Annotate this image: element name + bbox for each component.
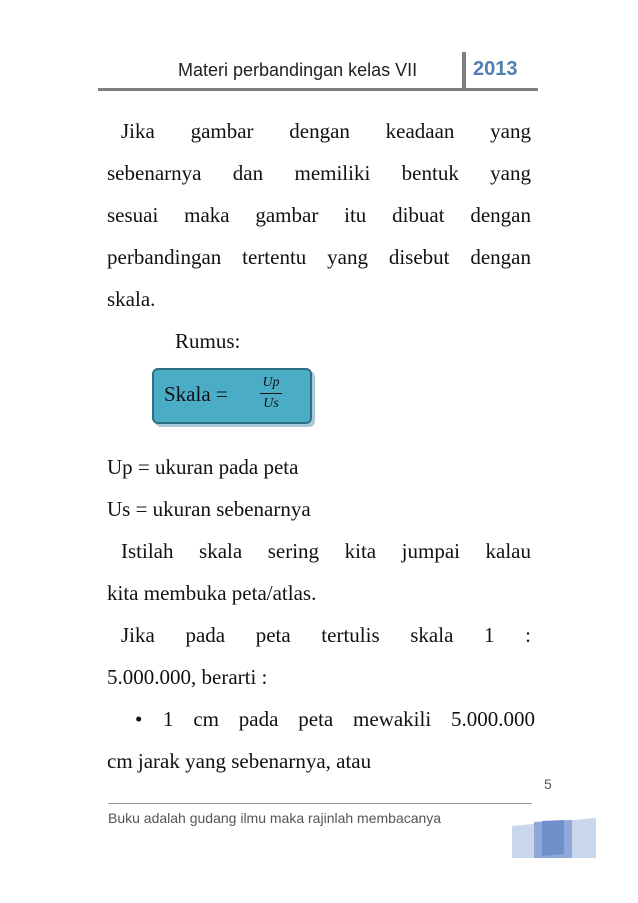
text-line: 1 cm pada peta mewakili 5.000.000: [163, 707, 535, 731]
text-line: Istilah skala sering kita jumpai kalau: [121, 539, 531, 563]
definitions: [107, 446, 531, 530]
page-number: 5: [544, 776, 552, 792]
fraction-bar: [260, 393, 282, 394]
formula-numerator: Up: [262, 375, 280, 390]
footer-decoration: [512, 818, 596, 858]
example-paragraph: [107, 614, 531, 698]
header-rule: [98, 88, 538, 91]
footer-text: Buku adalah gudang ilmu maka rajinlah membacanya: [108, 810, 442, 826]
text-line: kita membuka peta/atlas.: [107, 581, 317, 605]
text-line: 5.000.000, berarti :: [107, 665, 268, 689]
rumus-label: Rumus:: [175, 329, 241, 353]
text-line: Jika pada peta tertulis skala 1 :: [121, 623, 531, 647]
formula-denominator: Us: [263, 396, 279, 411]
definition-up: Up = ukuran pada peta: [107, 455, 299, 479]
text-line: cm jarak yang sebenarnya, atau: [107, 749, 372, 773]
footer-rule: [108, 803, 532, 804]
bullet-icon: •: [135, 707, 143, 731]
formula-fraction: [260, 374, 282, 413]
bullet-item: [107, 698, 535, 782]
rumus-heading: [175, 320, 375, 362]
text-line: sebenarnya dan memiliki bentuk yang: [107, 161, 531, 185]
text-line: sesuai maka gambar itu dibuat dengan: [107, 203, 531, 227]
formula-box: [152, 368, 312, 424]
formula-label: Skala =: [164, 382, 228, 406]
intro-paragraph: [107, 110, 531, 320]
header-divider: [462, 52, 466, 88]
text-line: skala.: [107, 287, 156, 311]
header-year: 2013: [473, 58, 518, 80]
definition-us: Us = ukuran sebenarnya: [107, 497, 311, 521]
header-title: Materi perbandingan kelas VII: [178, 60, 418, 80]
text-line: perbandingan tertentu yang disebut dengan: [107, 245, 531, 269]
text-line: Jika gambar dengan keadaan yang: [121, 119, 531, 143]
bullet-line: [107, 698, 535, 740]
istilah-paragraph: [107, 530, 531, 614]
